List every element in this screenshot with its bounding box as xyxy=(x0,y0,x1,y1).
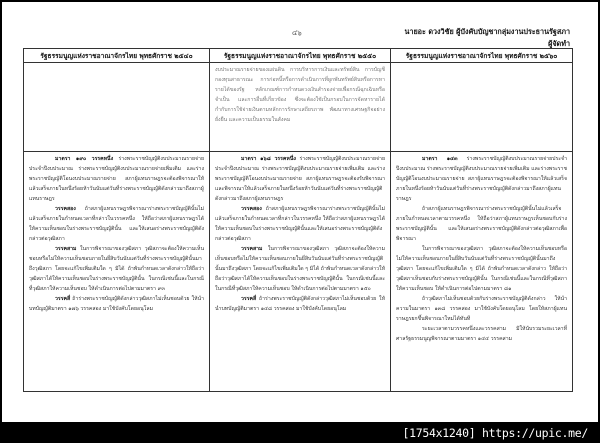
cell-2540-top xyxy=(24,63,210,152)
paragraph: มาตรา ๑๔๓ ร่างพระราชบัญญัติงบประมาณรายจ่ายประจำปีงบประมาณ ร่างพระราชบัญญัติงบประมาณรายจ่ายเพิ่มเติม และร่างพระราชบัญญัติโอนงบประมาณรายจ่าย สภาผู้แทนราษฎรจะต้องพิจารณาให้แล้วเสร็จภายในหนึ่งร้อยห้าวันนับแต่วันที่ร่างพระราชบัญญัติดังกล่าวมาถึงสภาผู้แทนราษฎร xyxy=(396,156,567,202)
cell-2550-section xyxy=(210,152,391,392)
constitution-comparison-table xyxy=(23,48,573,392)
paragraph: ถ้าวุฒิสภาไม่เห็นชอบด้วยกับร่างพระราชบัญญัติดังกล่าว ให้นำความในมาตรา ๑๓๘ วรรคสอง มาใช้บังคับโดยอนุโลม โดยให้สภาผู้แทนราษฎรยกขึ้นพิจารณาใหม่ได้ทันที xyxy=(396,296,567,322)
paragraph: มาตรา ๑๙๐ วรรคหนึ่ง ร่างพระราชบัญญัติงบประมาณรายจ่ายประจำปีงบประมาณ ร่างพระราชบัญญัติงบประมาณรายจ่ายเพิ่มเติม และร่างพระราชบัญญัติโอนงบประมาณรายจ่าย สภาผู้แทนราษฎรจะต้องพิจารณาให้แล้วเสร็จภายในหนึ่งร้อยห้าวันนับแต่วันที่ร่างพระราชบัญญัติดังกล่าวมาถึงสภาผู้แทนราษฎร xyxy=(29,156,204,202)
paragraph: มาตรา ๑๖๘ วรรคหนึ่ง ร่างพระราชบัญญัติงบประมาณรายจ่ายประจำปีงบประมาณ ร่างพระราชบัญญัติงบประมาณรายจ่ายเพิ่มเติม และร่างพระราชบัญญัติโอนงบประมาณรายจ่าย สภาผู้แทนราษฎรจะต้องรับพิจารณาและพิจารณาให้แล้วเสร็จภายในหนึ่งร้อยห้าวันนับแต่วันที่ร่างพระราชบัญญัติดังกล่าวมาถึงสภาผู้แทนราษฎร xyxy=(215,156,385,202)
paragraph: วรรคสอง ถ้าสภาผู้แทนราษฎรพิจารณาร่างพระราชบัญญัตินั้นไม่แล้วเสร็จภายในกำหนดเวลาที่กล่าวในวรรคหนึ่ง ให้ถือว่าสภาผู้แทนราษฎรได้ให้ความเห็นชอบในร่างพระราชบัญญัตินั้น และให้เสนอร่างพระราชบัญญัติดังกล่าวต่อวุฒิสภา xyxy=(29,206,204,242)
cell-2540-section xyxy=(24,152,210,392)
paragraph: ระยะเวลาตามวรรคหนึ่งและวรรคสาม มิให้นับรวมระยะเวลาที่ศาลรัฐธรรมนูญพิจารณาตามมาตรา ๑๔๔ วรรคสาม xyxy=(396,326,567,342)
cell-2560-top xyxy=(391,63,573,152)
paragraph: วรรคสี่ ถ้าร่างพระราชบัญญัติดังกล่าววุฒิสภาไม่เห็นชอบด้วย ให้นำบทบัญญัติมาตรา ๑๔๘ วรรคสอง มาใช้บังคับโดยอนุโลม xyxy=(215,296,385,312)
paragraph: ถ้าสภาผู้แทนราษฎรพิจารณาร่างพระราชบัญญัตินั้นไม่แล้วเสร็จภายในกำหนดเวลาตามวรรคหนึ่ง ให้ถือว่าสภาผู้แทนราษฎรเห็นชอบกับร่างพระราชบัญญัตินั้น และให้เสนอร่างพระราชบัญญัติดังกล่าวต่อวุฒิสภาเพื่อพิจารณา xyxy=(396,206,567,242)
paragraph: วรรคสาม ในการพิจารณาของวุฒิสภา วุฒิสภาจะต้องให้ความเห็นชอบหรือไม่ให้ความเห็นชอบภายในยี่สิบวันนับแต่วันที่ร่างพระราชบัญญัตินั้นมาถึงวุฒิสภา โดยจะแก้ไขเพิ่มเติมใด ๆ มิได้ ถ้าพ้นกำหนดเวลาดังกล่าวให้ถือว่าวุฒิสภาได้ให้ความเห็นชอบในร่างพระราชบัญญัตินั้น ในกรณีเช่นนี้และในกรณีที่วุฒิสภาให้ความเห็นชอบ ให้ดำเนินการต่อไปตามมาตรา ๑๕๐ xyxy=(215,246,385,292)
document-page xyxy=(2,2,598,422)
paragraph: วรรคสาม ในการพิจารณาของวุฒิสภา วุฒิสภาจะต้องให้ความเห็นชอบหรือไม่ให้ความเห็นชอบภายในยี่สิบวันนับแต่วันที่ร่างพระราชบัญญัตินั้นมาถึงวุฒิสภา โดยจะแก้ไขเพิ่มเติมใด ๆ มิได้ ถ้าพ้นกำหนดเวลาดังกล่าวให้ถือว่าวุฒิสภาได้ให้ความเห็นชอบในร่างพระราชบัญญัตินั้น ในกรณีเช่นนี้และในกรณีที่วุฒิสภาให้ความเห็นชอบ ให้ดำเนินการต่อไปตามมาตรา ๙๓ xyxy=(29,246,204,292)
cell-text: งบประมาณรายจ่ายของแผ่นดิน การบริหารการเงินและทรัพย์สิน การบัญชี กองทุนสาธารณะ การก่อหนี้หรือการดำเนินการที่ผูกพันทรัพย์สินหรือการหารายได้ของรัฐ หลักเกณฑ์การกำหนดวงเงินสำรองจ่ายเพื่อกรณีฉุกเฉินหรือจำเป็น และการอื่นที่เกี่ยวข้อง ซึ่งจะต้องใช้เป็นกรอบในการจัดหารายได้ กำกับการใช้จ่ายเงินตามหลักการรักษาเสถียรภาพ พัฒนาทางเศรษฐกิจอย่างยั่งยืน และความเป็นธรรมในสังคม xyxy=(215,67,385,123)
paragraph: ในการพิจารณาของวุฒิสภา วุฒิสภาจะต้องให้ความเห็นชอบหรือไม่ให้ความเห็นชอบภายในยี่สิบวันนับแต่วันที่ร่างพระราชบัญญัตินั้นมาถึงวุฒิสภา โดยจะแก้ไขเพิ่มเติมใด ๆ มิได้ ถ้าพ้นกำหนดเวลาดังกล่าว ให้ถือว่าวุฒิสภาเห็นชอบกับร่างพระราชบัญญัตินั้น ในกรณีเช่นนี้และในกรณีที่วุฒิสภาให้ความเห็นชอบ ให้ดำเนินการต่อไปตามมาตรา ๘๑ xyxy=(396,246,567,292)
paragraph: วรรคสี่ ถ้าร่างพระราชบัญญัติดังกล่าววุฒิสภาไม่เห็นชอบด้วย ให้นำบทบัญญัติมาตรา ๑๗๖ วรรคสอง มาใช้บังคับโดยอนุโลม xyxy=(29,296,204,312)
header-2540: รัฐธรรมนูญแห่งราชอาณาจักรไทย พุทธศักราช ๒๕๔๐ xyxy=(24,49,210,63)
watermark-text: [1754x1240] https://upic.me/ xyxy=(402,426,588,440)
author-role: ผู้จัดทำ xyxy=(548,39,570,48)
table-header-row xyxy=(24,49,573,63)
cell-2560-section xyxy=(391,152,573,392)
author-block xyxy=(405,26,571,50)
paragraph: วรรคสอง ถ้าสภาผู้แทนราษฎรพิจารณาร่างพระราชบัญญัตินั้นไม่แล้วเสร็จภายในกำหนดเวลาที่กล่าวในวรรคหนึ่ง ให้ถือว่าสภาผู้แทนราษฎรได้ให้ความเห็นชอบในร่างพระราชบัญญัตินั้นและให้เสนอร่างพระราชบัญญัติดังกล่าวต่อวุฒิสภา xyxy=(215,206,385,242)
header-2560: รัฐธรรมนูญแห่งราชอาณาจักรไทย พุทธศักราช ๒๕๖๐ xyxy=(391,49,573,63)
cell-2550-top xyxy=(210,63,391,152)
table-row xyxy=(24,152,573,392)
page-number: ๔๖ xyxy=(292,29,302,37)
table-row xyxy=(24,63,573,152)
watermark-bar xyxy=(0,424,600,443)
header-2550: รัฐธรรมนูญแห่งราชอาณาจักรไทย พุทธศักราช ๒๕๕๐ xyxy=(210,49,391,63)
author-name: นายอะ ดวงวิชัย ผู้บังคับบัญชากลุ่มงานประธานรัฐสภา xyxy=(404,27,570,36)
